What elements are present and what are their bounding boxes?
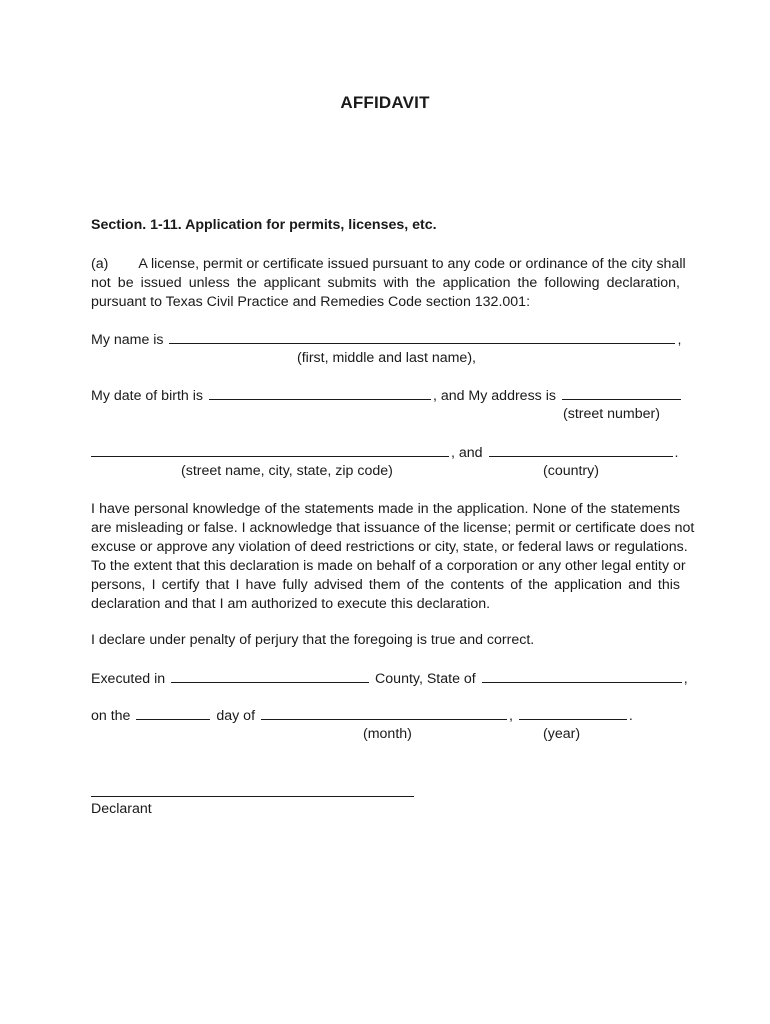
name-caption: (first, middle and last name), bbox=[297, 350, 476, 366]
month-caption: (month) bbox=[363, 726, 412, 742]
date-row: on the day of , . bbox=[91, 708, 633, 724]
intro-line-3: pursuant to Texas Civil Practice and Remedies Code section 132.001: bbox=[91, 294, 531, 310]
intro-line-2: not be issued unless the applicant submits with the application the following declaration, bbox=[91, 275, 680, 291]
document-title: AFFIDAVIT bbox=[340, 93, 430, 112]
street-caption: (street name, city, state, zip code) bbox=[181, 463, 393, 479]
intro-marker: (a) bbox=[91, 256, 109, 272]
date-label: on the bbox=[91, 708, 131, 724]
day-input-line[interactable] bbox=[136, 707, 210, 720]
declarant-caption: Declarant bbox=[91, 801, 152, 817]
state-input-line[interactable] bbox=[482, 670, 682, 683]
intro-paragraph bbox=[91, 255, 686, 312]
name-row: My name is , bbox=[91, 332, 682, 348]
statement-line-6: declaration and that I am authorized to execute this declaration. bbox=[91, 596, 491, 612]
statement-paragraph bbox=[91, 500, 695, 614]
statement-line-3: excuse or approve any violation of deed restrictions or city, state, or federal laws or regulations. bbox=[91, 539, 688, 555]
country-caption: (country) bbox=[543, 463, 599, 479]
dob-input-line[interactable] bbox=[209, 387, 431, 400]
dob-label: My date of birth is bbox=[91, 388, 203, 404]
year-input-line[interactable] bbox=[519, 707, 627, 720]
street-number-input-line[interactable] bbox=[562, 387, 681, 400]
month-input-line[interactable] bbox=[261, 707, 507, 720]
address-row: , and . bbox=[91, 444, 678, 461]
statement-line-2: are misleading or false. I acknowledge that issuance of the license; permit or certificate does not bbox=[91, 520, 695, 536]
executed-label: Executed in bbox=[91, 671, 166, 687]
name-input-line[interactable] bbox=[169, 331, 675, 344]
section-heading: Section. 1-11. Application for permits, licenses, etc. bbox=[91, 217, 437, 233]
name-label: My name is bbox=[91, 332, 164, 348]
country-input-line[interactable] bbox=[489, 444, 673, 457]
statement-line-5: persons, I certify that I have fully advised them of the contents of the application and this bbox=[91, 577, 680, 593]
intro-line-1: (a) A license, permit or certificate issued pursuant to any code or ordinance of the city shall bbox=[91, 256, 686, 272]
year-caption: (year) bbox=[543, 726, 581, 742]
statement-line-4: To the extent that this declaration is made on behalf of a corporation or any other legal entity or bbox=[91, 558, 686, 574]
dob-row: My date of birth is , and My address is bbox=[91, 387, 683, 404]
signature-line[interactable] bbox=[91, 796, 414, 797]
street-number-caption: (street number) bbox=[563, 406, 660, 422]
county-input-line[interactable] bbox=[171, 670, 369, 683]
executed-row: Executed in County, State of , bbox=[91, 671, 688, 687]
statement-line-1: I have personal knowledge of the statements made in the application. None of the statements bbox=[91, 501, 680, 517]
street-address-input-line[interactable] bbox=[91, 444, 449, 457]
perjury-statement: I declare under penalty of perjury that the foregoing is true and correct. bbox=[91, 632, 535, 648]
